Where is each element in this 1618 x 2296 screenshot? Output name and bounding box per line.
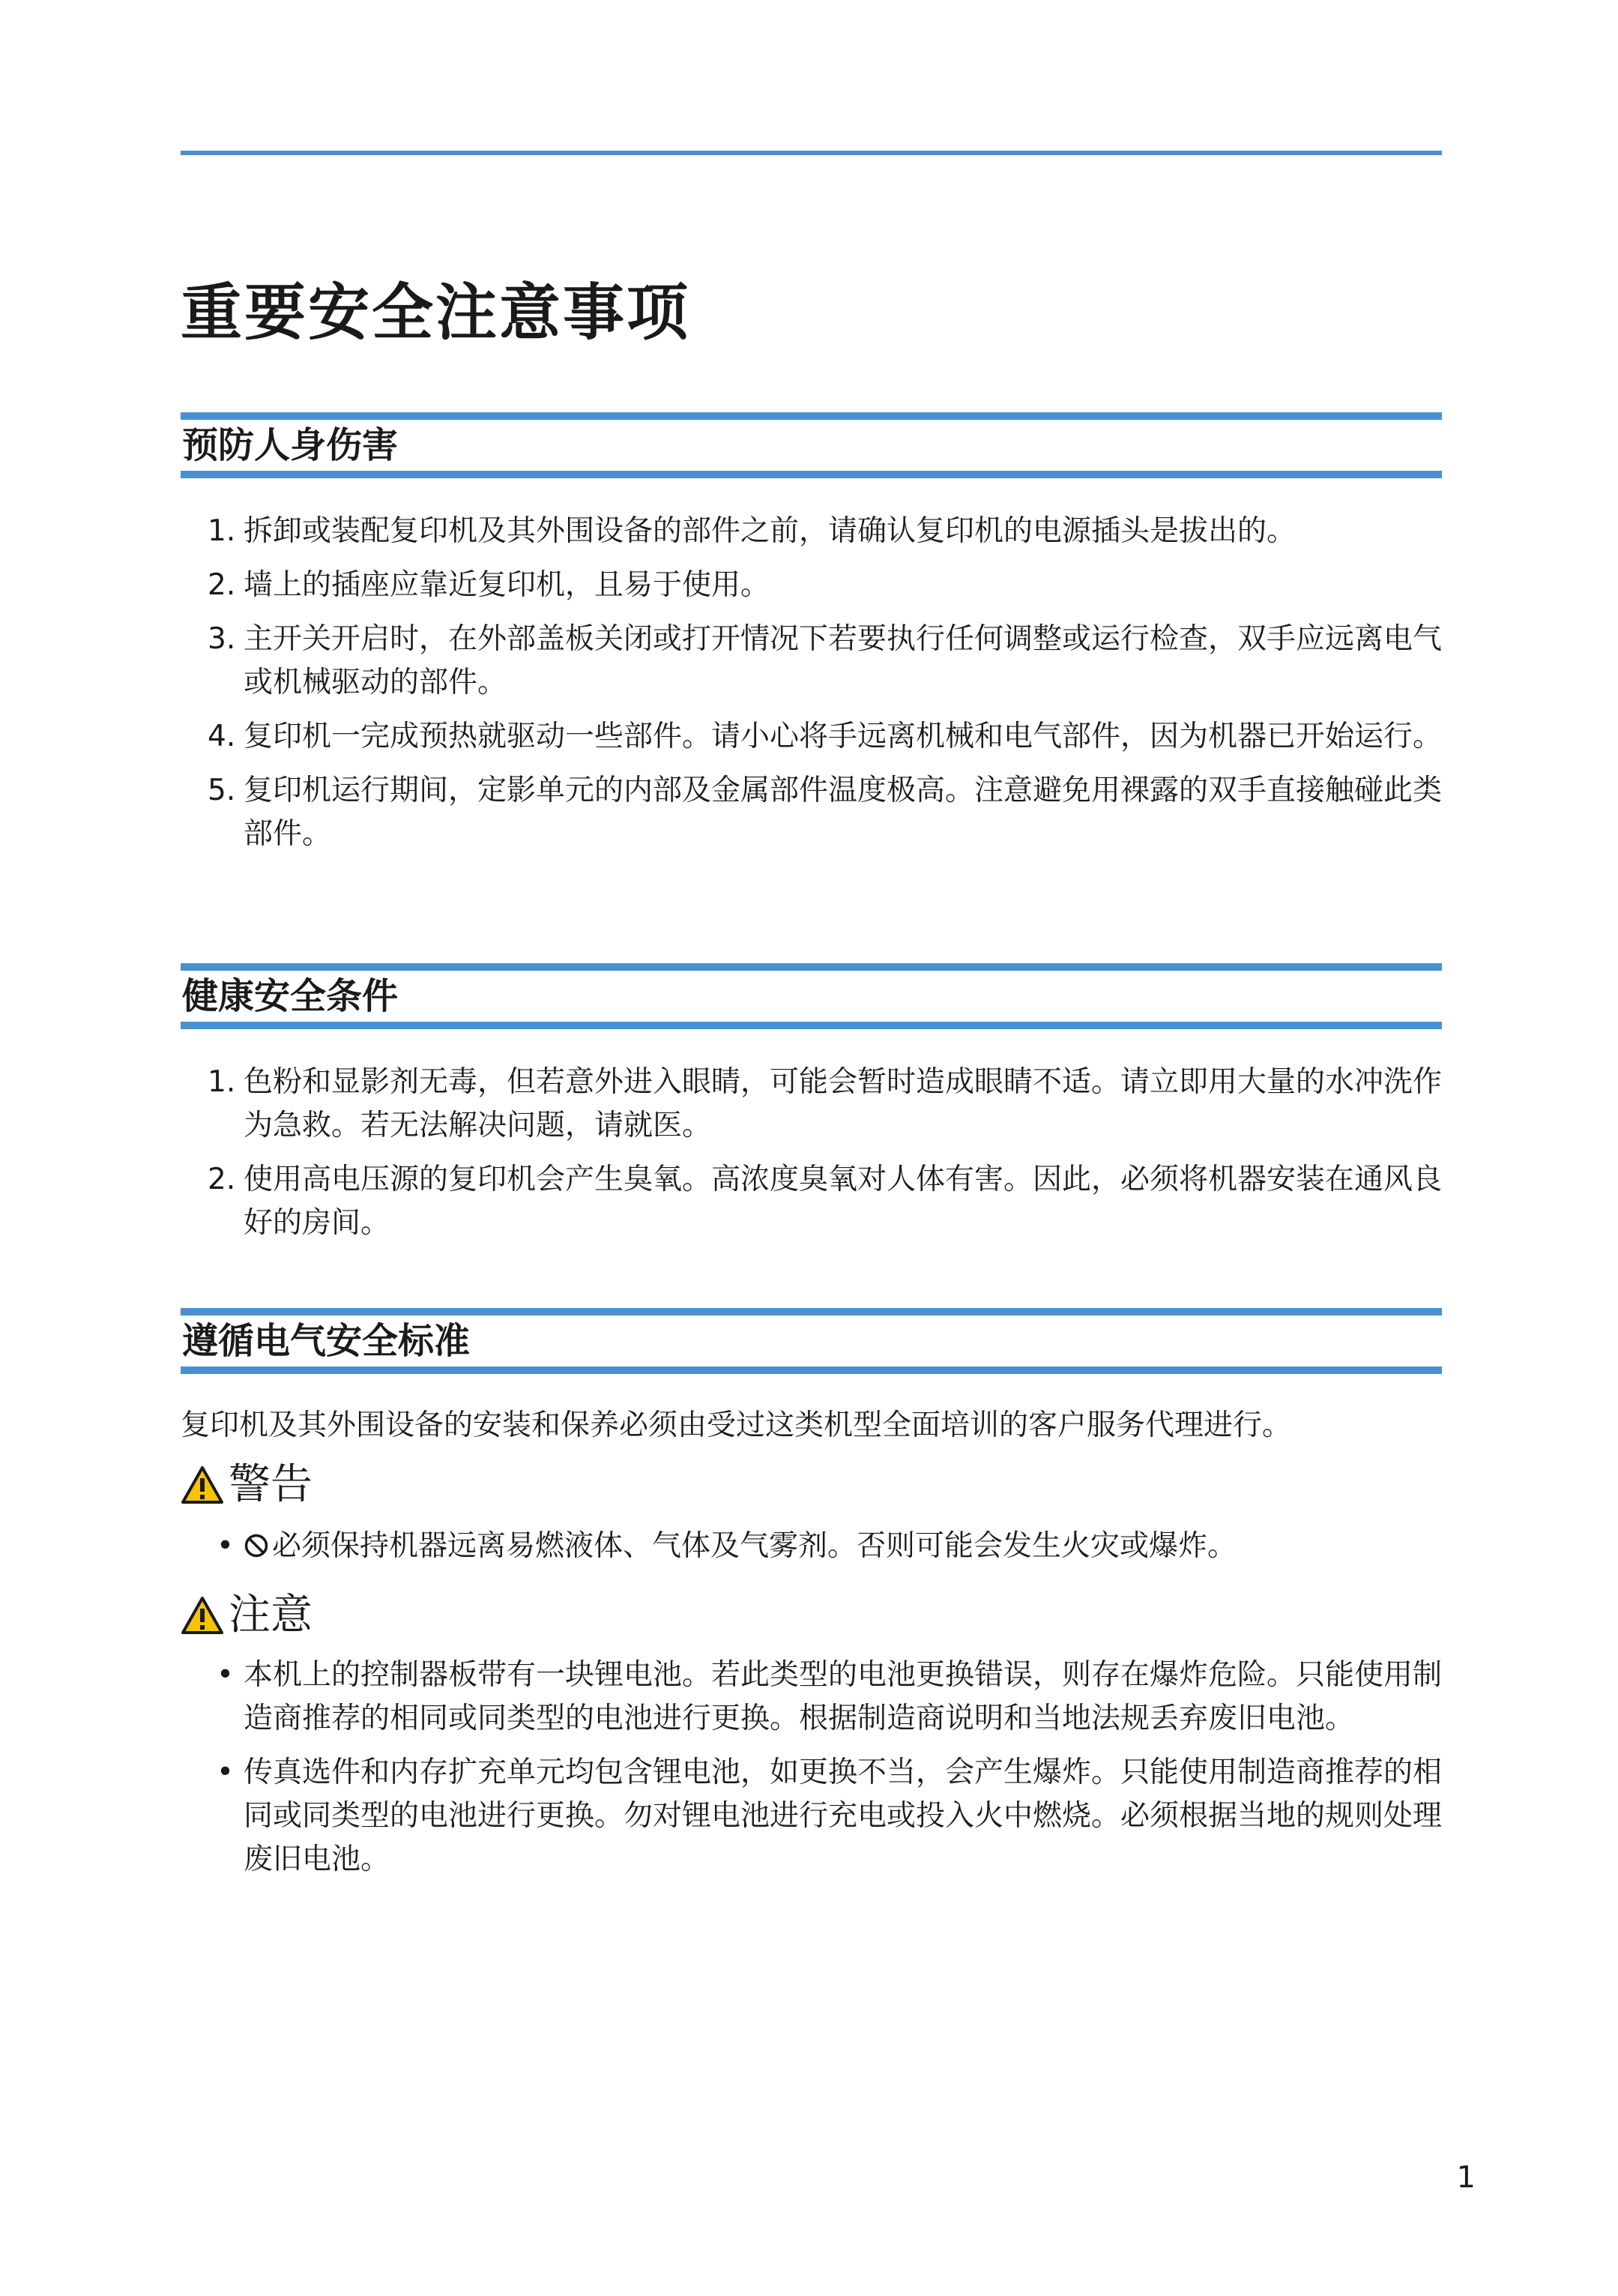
caution-list <box>181 1654 1447 1892</box>
top-rule <box>181 151 1442 155</box>
bullet: • <box>217 1756 235 1789</box>
list-item <box>181 564 1447 607</box>
caution-label: 注意 <box>229 1591 313 1639</box>
caution-heading <box>181 1588 313 1642</box>
item-text: 色粉和显影剂无毒，但若意外进入眼睛，可能会暂时造成眼睛不适。请立即用大量的水冲洗作为急救。若无法解决问题，请就医。 <box>244 1065 1443 1142</box>
item-text: 主开关开启时，在外部盖板关闭或打开情况下若要执行任何调整或运行检查，双手应远离电气或机械驱动的部件。 <box>244 622 1443 699</box>
warning-triangle-icon <box>181 1465 224 1504</box>
bullet: • <box>217 1529 235 1563</box>
section-heading-text: 健康安全条件 <box>182 975 399 1017</box>
electrical-intro-text: 复印机及其外围设备的安装和保养必须由受过这类机型全面培训的客户服务代理进行。 <box>181 1408 1292 1442</box>
list-item <box>181 618 1447 705</box>
warning-heading <box>181 1458 313 1512</box>
item-text: 复印机运行期间，定影单元的内部及金属部件温度极高。注意避免用裸露的双手直接触碰此类部件。 <box>244 774 1443 851</box>
list-item <box>181 1751 1447 1881</box>
item-text: 拆卸或装配复印机及其外围设备的部件之前，请确认复印机的电源插头是拔出的。 <box>244 514 1296 548</box>
list-item <box>181 1158 1447 1245</box>
bullet: • <box>217 1658 235 1692</box>
section-heading-text: 遵循电气安全标准 <box>182 1320 471 1362</box>
section-heading-injury <box>181 412 1442 478</box>
section-heading-electrical <box>181 1308 1442 1374</box>
page-title: 重要安全注意事项 <box>181 277 691 349</box>
list-item <box>181 769 1447 856</box>
list-item <box>181 1525 1447 1568</box>
item-number: 2. <box>208 568 236 602</box>
prohibition-icon <box>244 1533 269 1558</box>
list-item <box>181 1654 1447 1741</box>
item-number: 1. <box>208 1065 236 1099</box>
item-text: 复印机一完成预热就驱动一些部件。请小心将手远离机械和电气部件，因为机器已开始运行。 <box>244 720 1443 753</box>
warning-label: 警告 <box>229 1460 313 1509</box>
warning-list <box>181 1525 1447 1579</box>
section-heading-health <box>181 963 1442 1029</box>
list-item <box>181 715 1447 759</box>
warning-triangle-icon <box>181 1596 224 1635</box>
list-item <box>181 1061 1447 1148</box>
list-item <box>181 510 1447 553</box>
item-number: 2. <box>208 1163 236 1196</box>
item-text: 使用高电压源的复印机会产生臭氧。高浓度臭氧对人体有害。因此，必须将机器安装在通风良好的房间。 <box>244 1163 1443 1240</box>
item-text: 传真选件和内存扩充单元均包含锂电池，如更换不当，会产生爆炸。只能使用制造商推荐的相同或同类型的电池进行更换。勿对锂电池进行充电或投入火中燃烧。必须根据当地的规则处理废旧电池。 <box>244 1756 1443 1876</box>
item-number: 1. <box>208 514 236 548</box>
item-text: 必须保持机器远离易燃液体、气体及气雾剂。否则可能会发生火灾或爆炸。 <box>272 1529 1237 1563</box>
item-number: 4. <box>208 720 236 753</box>
section-heading-text: 预防人身伤害 <box>182 424 399 466</box>
item-number: 5. <box>208 774 236 807</box>
item-text: 墙上的插座应靠近复印机，且易于使用。 <box>244 568 770 602</box>
injury-prevention-list <box>181 510 1447 867</box>
item-number: 3. <box>208 622 236 656</box>
item-text: 本机上的控制器板带有一块锂电池。若此类型的电池更换错误，则存在爆炸危险。只能使用制造商推荐的相同或同类型的电池进行更换。根据制造商说明和当地法规丢弃废旧电池。 <box>244 1658 1443 1735</box>
health-safety-list <box>181 1061 1447 1256</box>
page-number: 1 <box>1456 2160 1476 2195</box>
